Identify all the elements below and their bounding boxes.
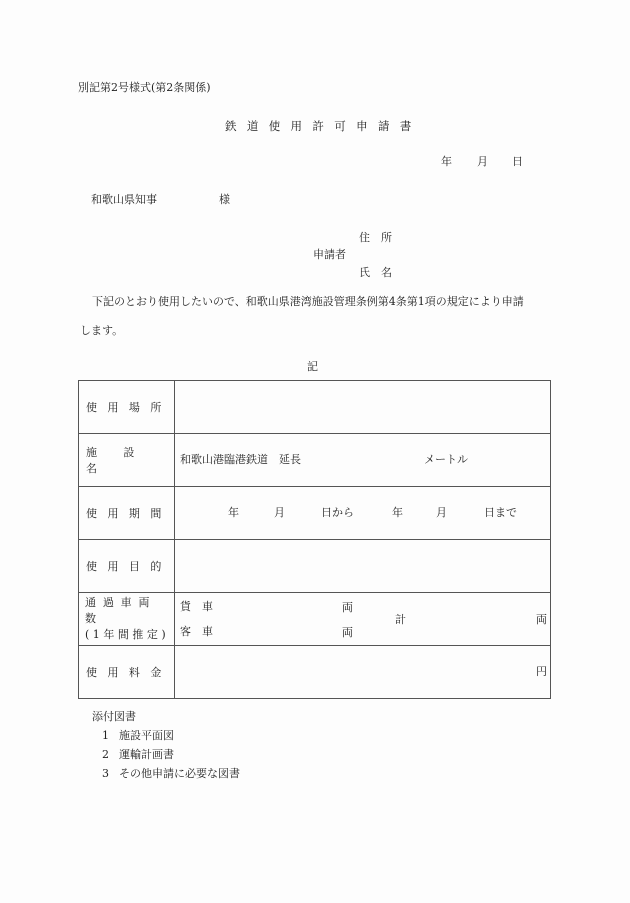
applicant-label: 申請者 (313, 248, 346, 261)
table-row-period (79, 487, 551, 540)
period-field[interactable] (175, 487, 551, 540)
date-day: 日 (512, 155, 523, 168)
label-facility: 施設名 (86, 446, 161, 475)
period-start-day: 日から (321, 506, 354, 519)
passenger-unit: 両 (342, 626, 353, 639)
table-row-purpose (79, 540, 551, 593)
period-end-month: 月 (436, 506, 447, 519)
vehicles-field[interactable] (175, 593, 551, 646)
facility-value-prefix: 和歌山港臨港鉄道 延長 (180, 453, 301, 466)
date-month: 月 (477, 155, 488, 168)
label-fee: 使用料金 (86, 666, 172, 679)
ki-heading: 記 (307, 360, 318, 373)
form-id: 別記第2号様式(第2条関係) (78, 81, 211, 94)
period-start-month: 月 (274, 506, 285, 519)
label-period: 使用期間 (86, 507, 172, 520)
table-row-fee (79, 646, 551, 699)
total-label: 計 (395, 613, 406, 626)
label-location (79, 399, 174, 415)
application-table (78, 380, 551, 699)
label-purpose: 使用目的 (86, 560, 172, 573)
period-end-day: 日まで (484, 506, 517, 519)
fee-unit: 円 (536, 665, 547, 678)
period-start-year: 年 (228, 506, 239, 519)
body-text-line1: 下記のとおり使用したいので、和歌山県港湾施設管理条例第4条第1項の規定により申請 (92, 295, 524, 308)
purpose-field[interactable] (175, 540, 551, 593)
fee-field[interactable] (175, 646, 551, 699)
label-vehicles-line1: 通過車両数 (85, 596, 157, 625)
addressee-name: 和歌山県知事 (91, 193, 157, 206)
label-vehicles-line2: (1年間推定) (85, 628, 170, 641)
facility-unit: メートル (424, 453, 468, 466)
table-row-facility (79, 434, 551, 487)
attachment-text: 施設平面図 (119, 729, 174, 742)
attachment-num: 2 (102, 748, 109, 761)
address-label: 住 所 (359, 231, 392, 244)
attachments-heading: 添付図書 (92, 710, 136, 723)
attachment-text: 運輸計画書 (119, 748, 174, 761)
facility-field[interactable] (175, 434, 551, 487)
label-text: 使用場所 (86, 401, 172, 414)
period-end-year: 年 (392, 506, 403, 519)
addressee-honorific: 様 (219, 193, 230, 206)
location-field[interactable] (175, 381, 551, 434)
date-year: 年 (441, 155, 452, 168)
attachment-num: 3 (102, 767, 109, 780)
table-row-vehicles (79, 593, 551, 646)
freight-label: 貨 車 (180, 600, 213, 613)
total-unit: 両 (536, 613, 547, 626)
passenger-label: 客 車 (180, 625, 213, 638)
document-title: 鉄道使用許可申請書 (225, 119, 422, 133)
attachment-text: その他申請に必要な図書 (119, 767, 240, 780)
attachment-num: 1 (102, 729, 109, 742)
name-label: 氏 名 (359, 266, 392, 279)
freight-unit: 両 (342, 601, 353, 614)
table-row-location (79, 381, 551, 434)
body-text-line2: します。 (80, 324, 124, 337)
